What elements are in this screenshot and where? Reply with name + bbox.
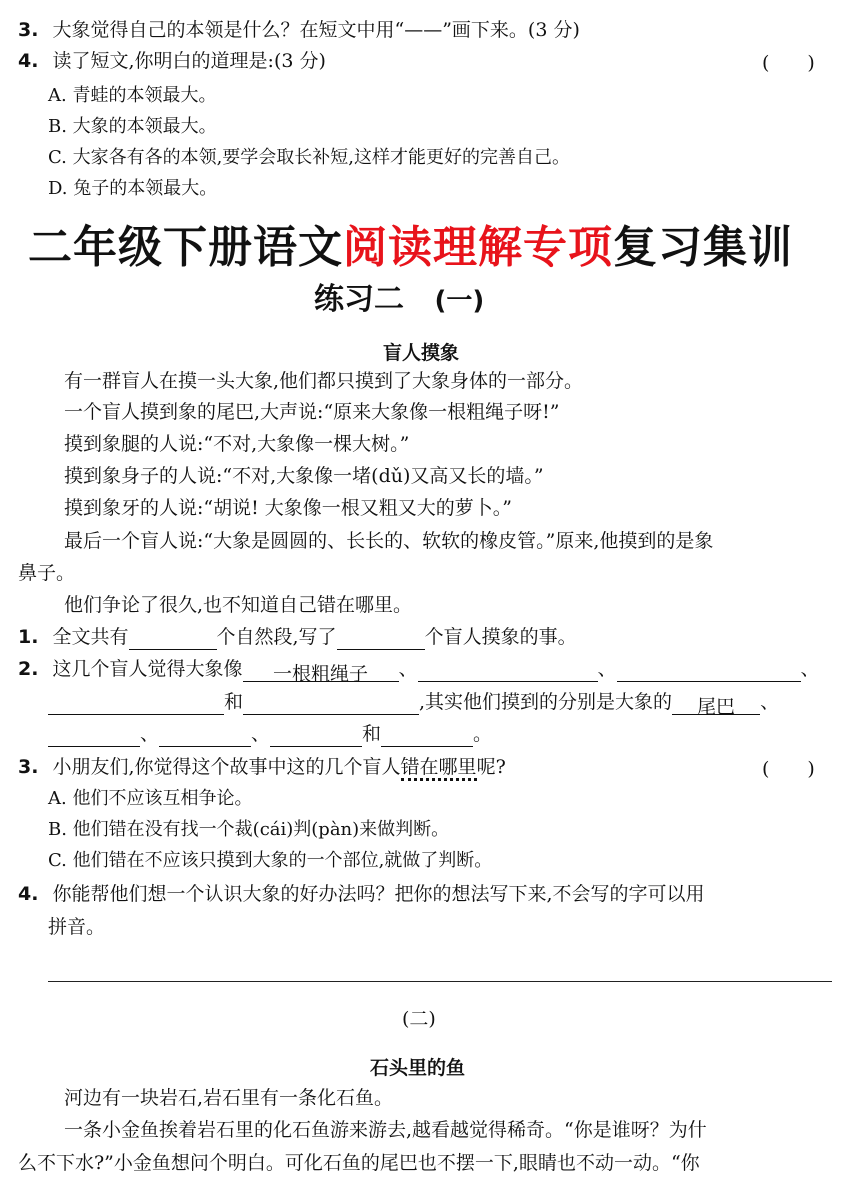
answer-blank-filled[interactable]: 尾巴 bbox=[672, 694, 760, 715]
paragraph: 摸到象腿的人说:“不对,大象像一棵大树。” bbox=[64, 433, 410, 455]
separator: 、 bbox=[140, 723, 160, 745]
question-text: 大象觉得自己的本领是什么？在短文中用“——”画下来。(3 分) bbox=[52, 19, 580, 41]
option-c: C. 他们错在不应该只摸到大象的一个部位,就做了判断。 bbox=[48, 850, 493, 871]
question-1 bbox=[18, 624, 577, 650]
paragraph-continued: 么不下水?”小金鱼想问个明白。可化石鱼的尾巴也不摆一下,眼睛也不动一动。“你 bbox=[18, 1152, 700, 1174]
separator: 、 bbox=[597, 658, 617, 680]
answer-blank[interactable] bbox=[418, 661, 598, 682]
title-part-2: 阅读理解专项 bbox=[343, 222, 613, 273]
paragraph: 摸到象牙的人说:“胡说! 大象像一根又粗又大的萝卜。” bbox=[64, 497, 513, 519]
title-part-3: 复习集训 bbox=[613, 222, 793, 273]
question-number: 4. bbox=[18, 883, 39, 905]
option-d: D. 兔子的本领最大。 bbox=[48, 178, 218, 199]
question-4-top bbox=[18, 48, 326, 74]
answer-blank[interactable] bbox=[270, 726, 362, 747]
paragraph: 最后一个盲人说:“大象是圆圆的、长长的、软软的橡皮管。”原来,他摸到的是象 bbox=[64, 530, 714, 552]
separator: 、 bbox=[251, 723, 271, 745]
question-4-line-2: 拼音。 bbox=[48, 916, 106, 938]
paragraph: 他们争论了很久,也不知道自己错在哪里。 bbox=[64, 594, 413, 616]
question-text-end: 呢? bbox=[476, 756, 506, 778]
question-3-top bbox=[18, 17, 580, 43]
paragraph: 有一群盲人在摸一头大象,他们都只摸到了大象身体的一部分。 bbox=[64, 370, 584, 392]
end-mark: 。 bbox=[473, 723, 493, 745]
question-number: 1. bbox=[18, 626, 39, 648]
separator: 、 bbox=[800, 658, 820, 680]
question-4 bbox=[18, 881, 705, 907]
question-number: 3. bbox=[18, 756, 39, 778]
question-2 bbox=[18, 656, 820, 685]
question-2-line-2 bbox=[48, 689, 780, 718]
question-text: 读了短文,你明白的道理是:(3 分) bbox=[52, 50, 326, 72]
conjunction: 和 bbox=[362, 723, 382, 745]
page-subtitle bbox=[314, 280, 484, 321]
paragraph: 河边有一块岩石,岩石里有一条化石鱼。 bbox=[64, 1087, 394, 1109]
answer-blank[interactable] bbox=[48, 694, 224, 715]
question-3 bbox=[18, 754, 506, 780]
section-one-label: (一) bbox=[434, 286, 485, 316]
question-number: 3. bbox=[18, 19, 39, 41]
separator: 、 bbox=[398, 658, 418, 680]
dotted-emphasis: 错在哪里 bbox=[401, 756, 477, 781]
story-title: 石头里的鱼 bbox=[370, 1057, 466, 1079]
question-number: 2. bbox=[18, 658, 39, 680]
option-a: A. 青蛙的本领最大。 bbox=[48, 85, 217, 106]
answer-blank[interactable] bbox=[381, 726, 473, 747]
question-text: 你能帮他们想一个认识大象的好办法吗？把你的想法写下来,不会写的字可以用 bbox=[52, 883, 705, 905]
answer-paren: ( ) bbox=[762, 758, 815, 780]
answer-line[interactable] bbox=[48, 981, 832, 982]
option-c: C. 大家各有各的本领,要学会取长补短,这样才能更好的完善自己。 bbox=[48, 147, 571, 168]
question-text-b: 个自然段,写了 bbox=[216, 626, 337, 648]
answer-blank[interactable] bbox=[617, 661, 801, 682]
conjunction: 和 bbox=[224, 691, 244, 713]
story-title: 盲人摸象 bbox=[383, 342, 460, 364]
separator: 、 bbox=[760, 691, 780, 713]
title-part-1: 二年级下册语文 bbox=[28, 222, 343, 273]
question-number: 4. bbox=[18, 50, 39, 72]
paragraph: 一条小金鱼挨着岩石里的化石鱼游来游去,越看越觉得稀奇。“你是谁呀？为什 bbox=[64, 1119, 707, 1141]
question-text-c: 个盲人摸象的事。 bbox=[424, 626, 577, 648]
answer-blank[interactable] bbox=[337, 629, 425, 650]
option-a: A. 他们不应该互相争论。 bbox=[48, 788, 253, 809]
section-two-label: (二) bbox=[402, 1008, 436, 1030]
option-b: B. 大象的本领最大。 bbox=[48, 116, 217, 137]
answer-paren: ( ) bbox=[762, 52, 815, 74]
answer-blank[interactable] bbox=[48, 726, 140, 747]
answer-blank[interactable] bbox=[129, 629, 217, 650]
answer-blank[interactable] bbox=[159, 726, 251, 747]
question-text-a: 全文共有 bbox=[52, 626, 129, 648]
paragraph: 一个盲人摸到象的尾巴,大声说:“原来大象像一根粗绳子呀!” bbox=[64, 401, 560, 423]
answer-blank[interactable] bbox=[243, 694, 419, 715]
question-text-b: ,其实他们摸到的分别是大象的 bbox=[419, 691, 673, 713]
paragraph-continued: 鼻子。 bbox=[18, 562, 76, 584]
paragraph: 摸到象身子的人说:“不对,大象像一堵(dǔ)又高又长的墙。” bbox=[64, 465, 544, 487]
question-text-a: 这几个盲人觉得大象像 bbox=[52, 658, 243, 680]
question-text: 小朋友们,你觉得这个故事中这的几个盲人 bbox=[52, 756, 401, 778]
question-2-line-3 bbox=[48, 721, 492, 747]
exercise-label: 练习二 bbox=[314, 282, 404, 317]
page-title bbox=[28, 220, 793, 276]
answer-blank-filled[interactable]: 一根粗绳子 bbox=[243, 661, 399, 682]
option-b: B. 他们错在没有找一个裁(cái)判(pàn)来做判断。 bbox=[48, 819, 450, 840]
